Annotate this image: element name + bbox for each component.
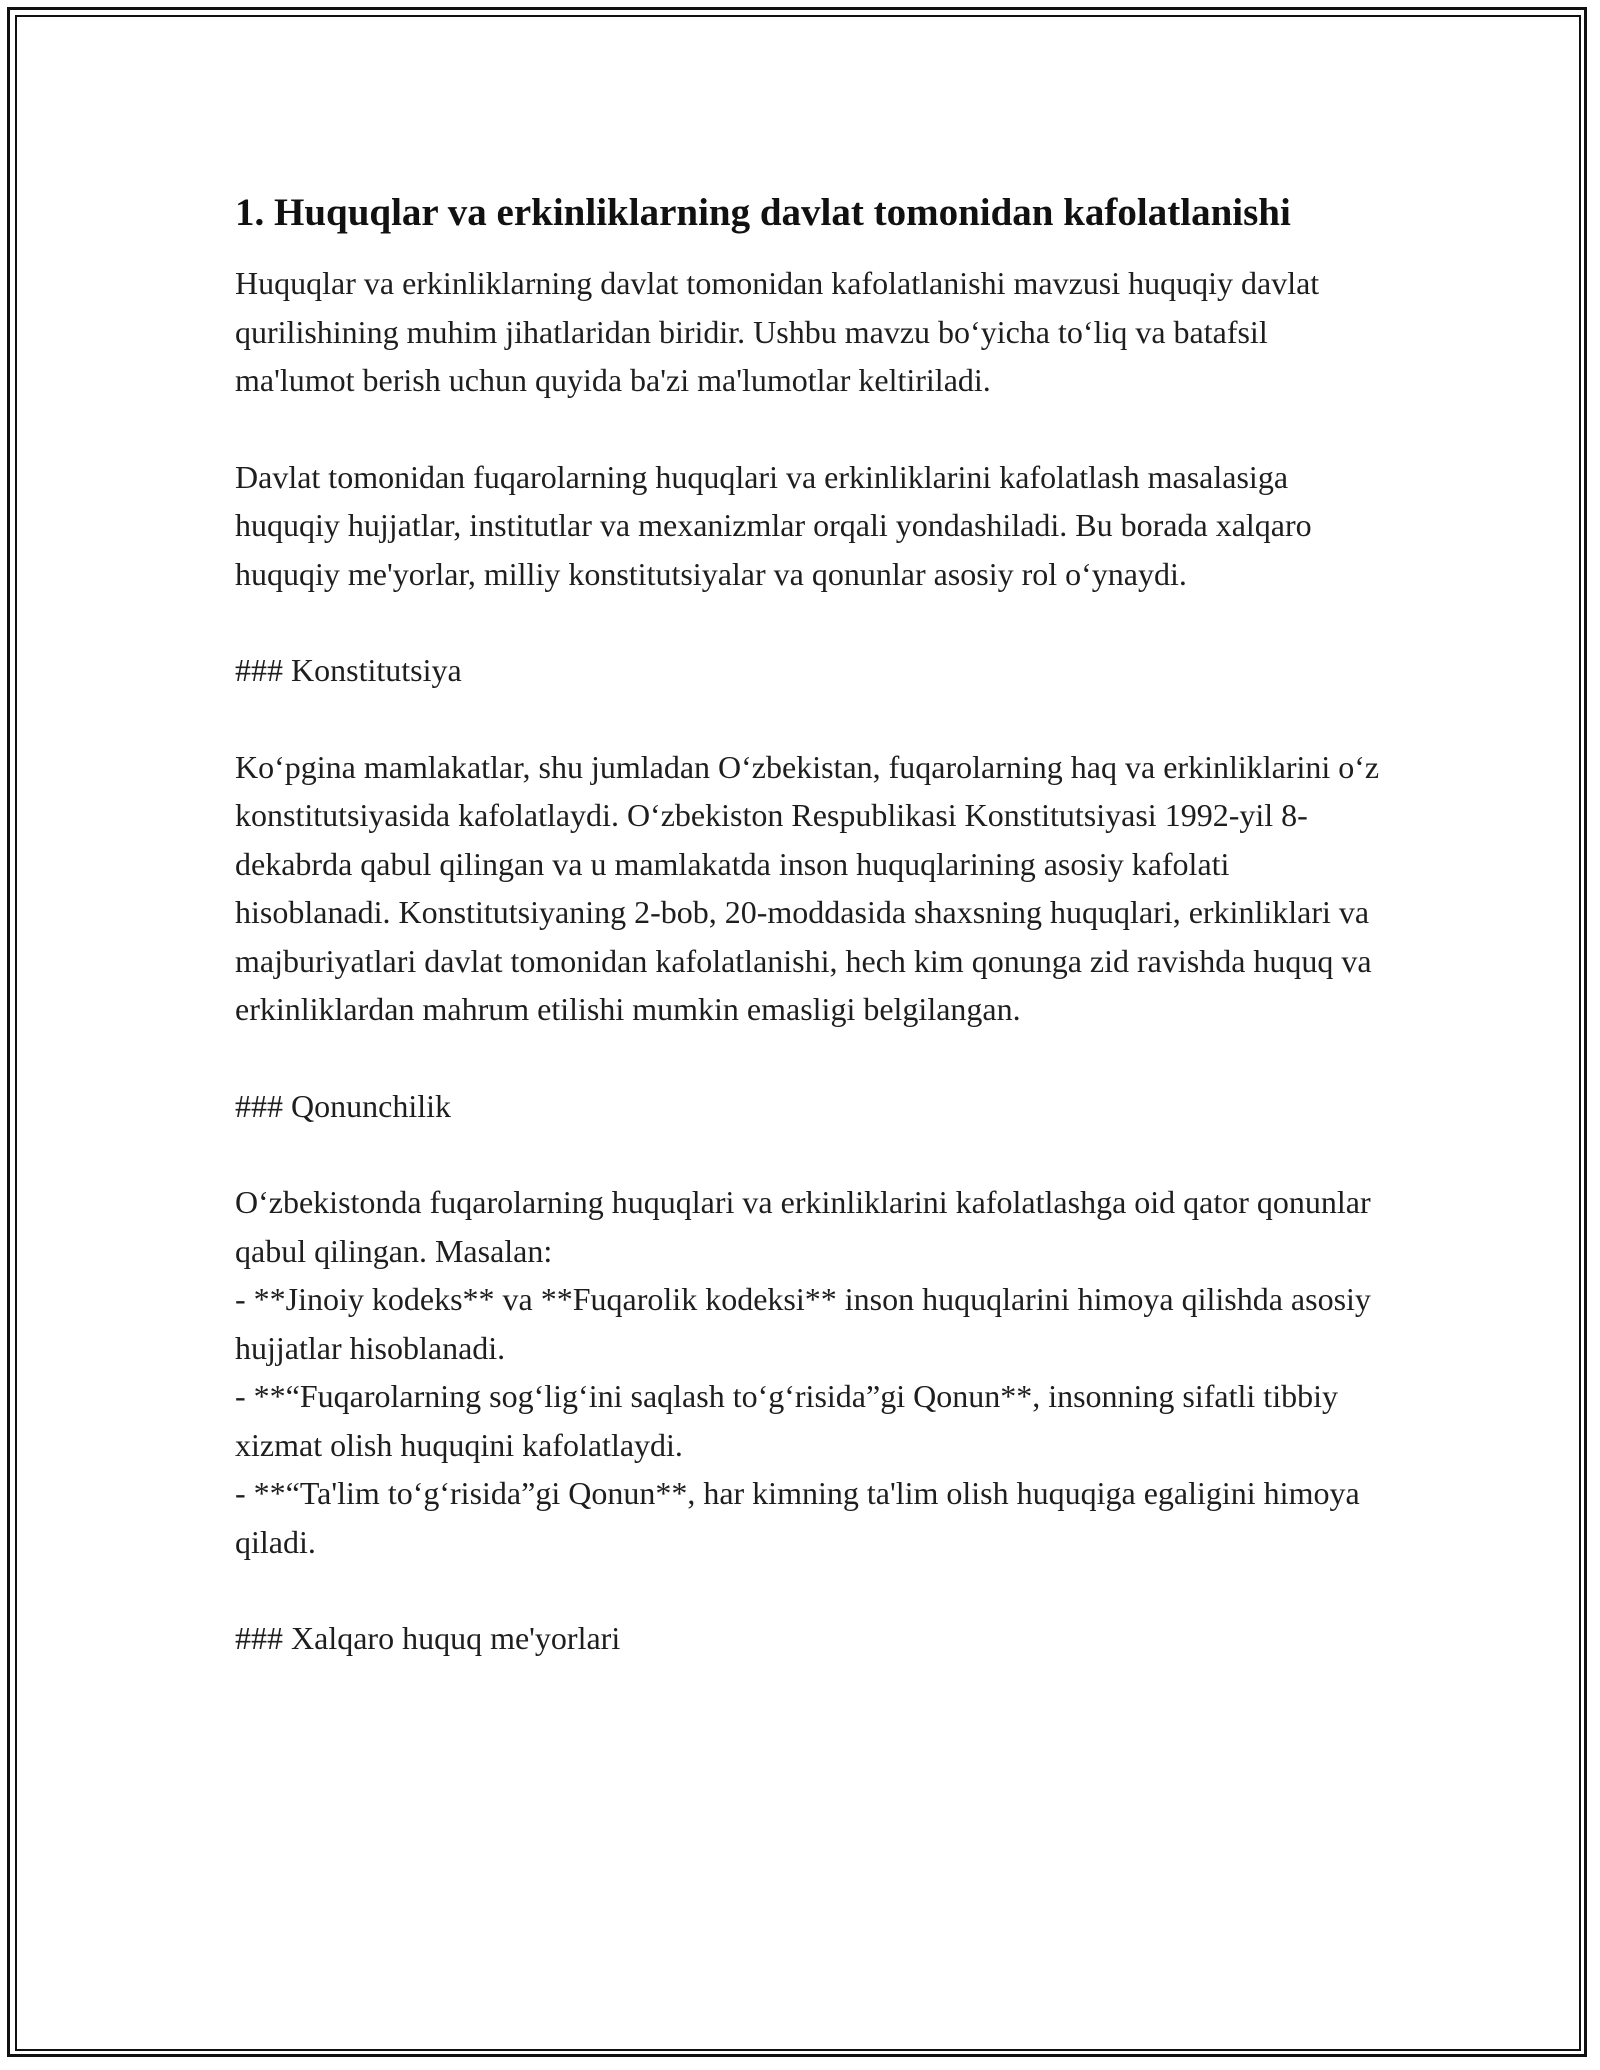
paragraph-legislation [235,1178,1385,1566]
document-page [235,185,1385,1711]
legislation-item: - **“Fuqarolarning sog‘lig‘ini saqlash to‘g‘risida”gi Qonun**, insonning sifatli tibbiy xizmat olish huquqini kafolatlaydi. [235,1378,1338,1463]
document-title: 1. Huquqlar va erkinliklarning davlat tomonidan kafolatlanishi [235,191,1291,234]
legislation-item: - **Jinoiy kodeks** va **Fuqarolik kodeksi** inson huquqlarini himoya qilishda asosiy hujjatlar hisoblanadi. [235,1281,1371,1366]
paragraph-constitution: Ko‘pgina mamlakatlar, shu jumladan O‘zbekistan, fuqarolarning haq va erkinliklarini o‘z konstitutsiyasida kafolatlaydi. O‘zbekiston Respublikasi Konstitutsiyasi 1992-yil 8-dekabrda qabul qilingan va u mamlakatda inson huquqlarining asosiy kafolati hisoblanadi. Konstitutsiyaning 2-bob, 20-moddasida shaxsning huquqlari, erkinliklari va majburiyatlari davlat tomonidan kafolatlanishi, hech kim qonunga zid ravishda huquq va erkinliklardan mahrum etilishi mumkin emasligi belgilangan. [235,748,1380,1027]
heading-legislation: ### Qonunchilik [235,1087,451,1124]
legislation-item: - **“Ta'lim to‘g‘risida”gi Qonun**, har kimning ta'lim olish huquqiga egaligini himoya qiladi. [235,1475,1360,1560]
heading-constitution: ### Konstitutsiya [235,652,462,688]
paragraph-intro: Huquqlar va erkinliklarning davlat tomonidan kafolatlanishi mavzusi huquqiy davlat qurilishining muhim jihatlaridan biridir. Ushbu mavzu bo‘yicha to‘liq va batafsil ma'lumot berish uchun quyida ba'zi ma'lumotlar keltiriladi. [235,265,1320,398]
heading-international: ### Xalqaro huquq me'yorlari [235,1620,621,1656]
legislation-intro: O‘zbekistonda fuqarolarning huquqlari va erkinliklarini kafolatlashga oid qator qonunlar qabul qilingan. Masalan: [235,1184,1371,1269]
paragraph-approach: Davlat tomonidan fuqarolarning huquqlari va erkinliklarini kafolatlash masalasiga huquqiy hujjatlar, institutlar va mexanizmlar orqali yondashiladi. Bu borada xalqaro huquqiy me'yorlar, milliy konstitutsiyalar va qonunlar asosiy rol o‘ynaydi. [235,458,1312,592]
